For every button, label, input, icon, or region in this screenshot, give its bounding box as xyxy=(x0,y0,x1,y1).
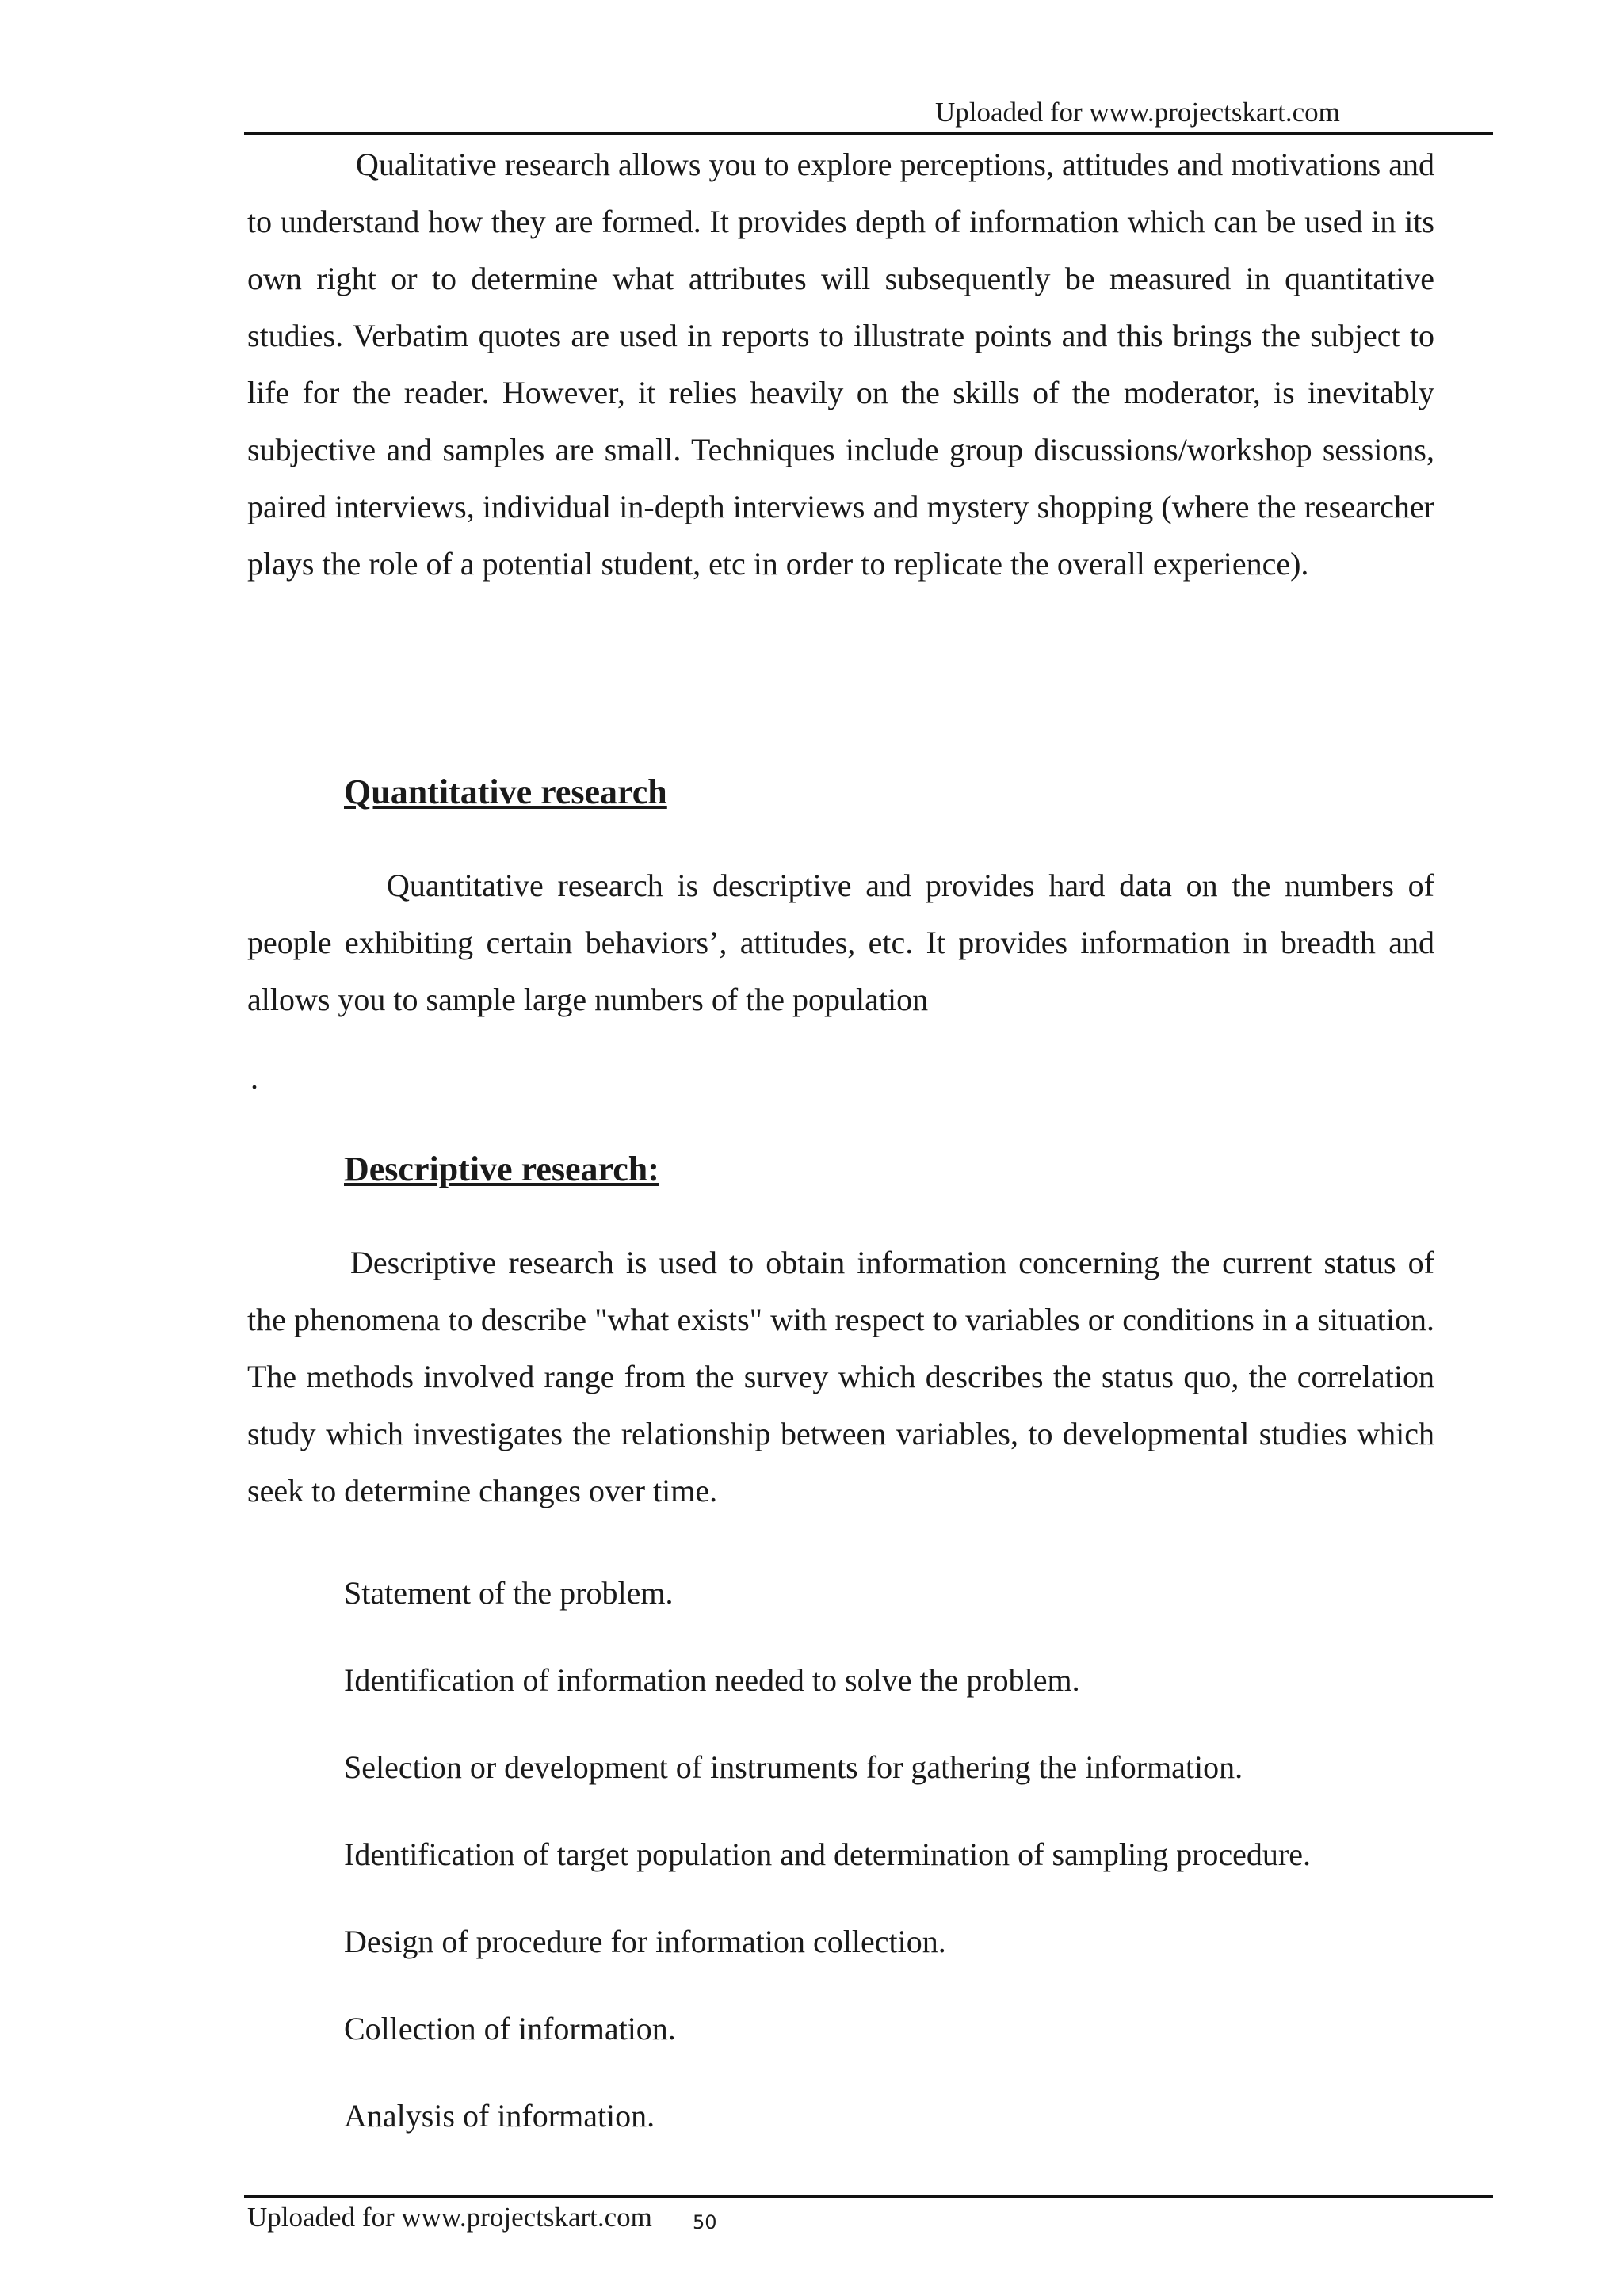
heading-quantitative-research xyxy=(293,769,667,816)
heading-descriptive-research xyxy=(293,1146,659,1193)
step-text: Identification of information needed to solve the problem. xyxy=(344,1662,1080,1698)
descriptive-paragraph xyxy=(247,1234,1434,1520)
step-text: Identification of target population and determination of sampling procedure. xyxy=(344,1836,1311,1872)
heading-quantitative-label: Quantitative research xyxy=(344,772,667,811)
quantitative-paragraph xyxy=(247,857,1434,1028)
descriptive-text: Descriptive research is used to obtain information concerning the current status of the phenomena to describe "what exists" with respect to variables or conditions in a situation. The methods involved range from the survey which describes the status quo, the correlation study which investigates the relationship between variables, to developmental studies which seek to determine changes over time. xyxy=(247,1245,1434,1508)
list-item xyxy=(293,2073,1311,2160)
step-text: Collection of information. xyxy=(344,2011,676,2046)
qualitative-text: Qualitative research allows you to explore perceptions, attitudes and motivations and to understand how they are formed. It provides depth of information which can be used in its own right or to determine what attributes will subsequently be measured in quantitative studies. Verbatim quotes are used in reports to illustrate points and this brings the subject to life for the reader. However, it relies heavily on the skills of the moderator, is inevitably subjective and samples are small. Techniques include group discussions/workshop sessions, paired interviews, individual in-depth interviews and mystery shopping (where the researcher plays the role of a potential student, etc in order to replicate the overall experience). xyxy=(247,147,1434,582)
footer-rule xyxy=(244,2195,1493,2198)
footer-text: Uploaded for www.projectskart.com xyxy=(247,2202,652,2233)
quantitative-text: Quantitative research is descriptive and provides hard data on the numbers of people exhibiting certain behaviors’, attitudes, etc. It provides information in breadth and allows you to sample large numbers of the population xyxy=(247,868,1434,1017)
qualitative-paragraph xyxy=(247,136,1434,593)
header-rule xyxy=(244,132,1493,135)
list-item xyxy=(293,1550,1311,1637)
step-text: Statement of the problem. xyxy=(344,1575,674,1611)
step-text: Analysis of information. xyxy=(344,2098,655,2134)
list-item xyxy=(293,1811,1311,1898)
page-number: 50 xyxy=(693,2211,717,2233)
step-text: Design of procedure for information collection. xyxy=(344,1924,946,1959)
heading-descriptive-label: Descriptive research: xyxy=(344,1150,659,1188)
stray-dot: . xyxy=(250,1060,258,1096)
step-text: Selection or development of instruments for gathering the information. xyxy=(344,1749,1243,1785)
header-text: Uploaded for www.projectskart.com xyxy=(935,97,1340,128)
list-item xyxy=(293,1724,1311,1811)
list-item xyxy=(293,1637,1311,1724)
list-item xyxy=(293,1898,1311,1985)
steps-list xyxy=(293,1550,1311,2160)
list-item xyxy=(293,1985,1311,2073)
